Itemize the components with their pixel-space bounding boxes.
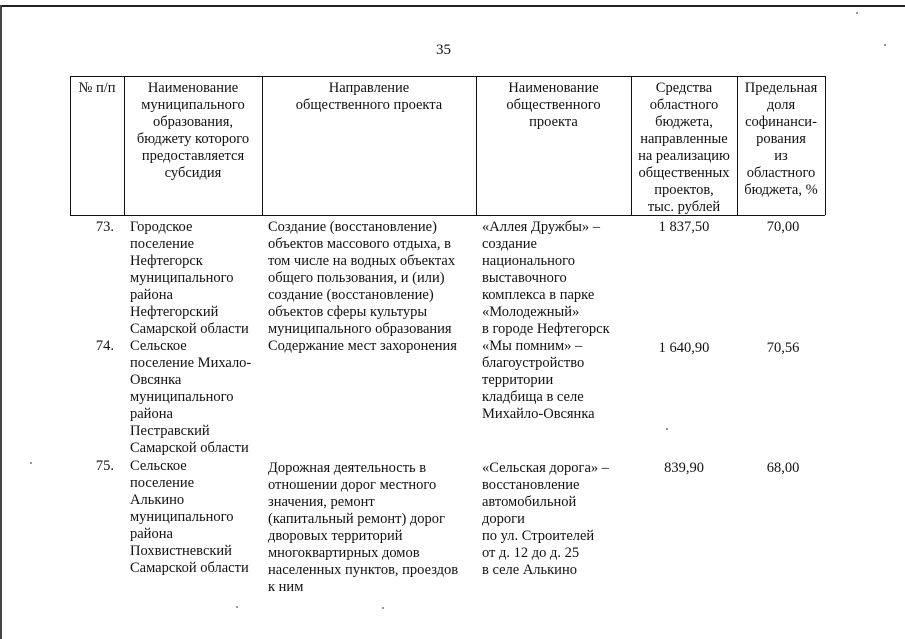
header-share: Предельная доля софинанси- рования из областного бюджета, % [744,80,818,198]
row-share: 70,56 [766,340,800,356]
row-municipality: Городское поселение Нефтегорск муниципального района Нефтегорский Самарской области [130,219,249,337]
row-funds: 839,90 [664,460,704,476]
scan-left-edge [0,5,2,639]
scan-speck [666,428,668,430]
row-project: «Мы помним» – благоустройство территории кладбища в селе Михайло-Овсянка [482,338,595,422]
scan-top-edge [0,5,905,7]
scan-speck [236,606,238,608]
row-project: «Аллея Дружбы» – создание национального выставочного комплекса в парке «Молодежный» в городе Нефтегорск [482,219,610,337]
row-funds: 1 837,50 [658,219,710,235]
row-number: 75. [95,458,114,474]
scan-speck [382,607,384,609]
row-direction: Содержание мест захоронения [268,338,457,354]
row-funds: 1 640,90 [658,340,710,356]
row-project: «Сельская дорога» – восстановление автомобильной дороги по ул. Строителей от д. 12 до д. 25 в селе Алькино [482,460,610,578]
scan-speck [884,44,886,46]
row-share: 70,00 [766,219,800,235]
page-number: 35 [436,42,451,58]
header-municipality: Наименование муниципального образования, бюджету которого предоставляется субсидия [136,80,250,181]
column-divider [825,76,826,215]
header-funds: Средства областного бюджета, направленные на реализацию общественных проектов, тыс. рублей [638,80,730,215]
row-direction: Создание (восстановление) объектов массового отдыха, в том числе на водных объектах общего пользования, и (или) создание (восстановление) объектов сферы культуры муниципального образования [268,219,456,337]
header-project-name: Наименование общественного проекта [506,80,601,130]
scan-speck [30,462,32,464]
row-share: 68,00 [766,460,800,476]
row-number: 73. [95,219,114,235]
row-municipality: Сельское поселение Алькино муниципального района Похвистневский Самарской области [130,458,249,576]
scan-speck [856,12,858,14]
header-direction: Направление общественного проекта [295,80,443,113]
row-direction: Дорожная деятельность в отношении дорог местного значения, ремонт (капитальный ремонт) дорог дворовых территорий многоквартирных домов населенных пунктов, проездов к ним [268,460,459,595]
table-top-border [70,76,825,77]
row-number: 74. [95,338,114,354]
header-number: № п/п [78,80,116,96]
row-municipality: Сельское поселение Михало- Овсянка муниципального района Пестравский Самарской области [130,338,252,456]
